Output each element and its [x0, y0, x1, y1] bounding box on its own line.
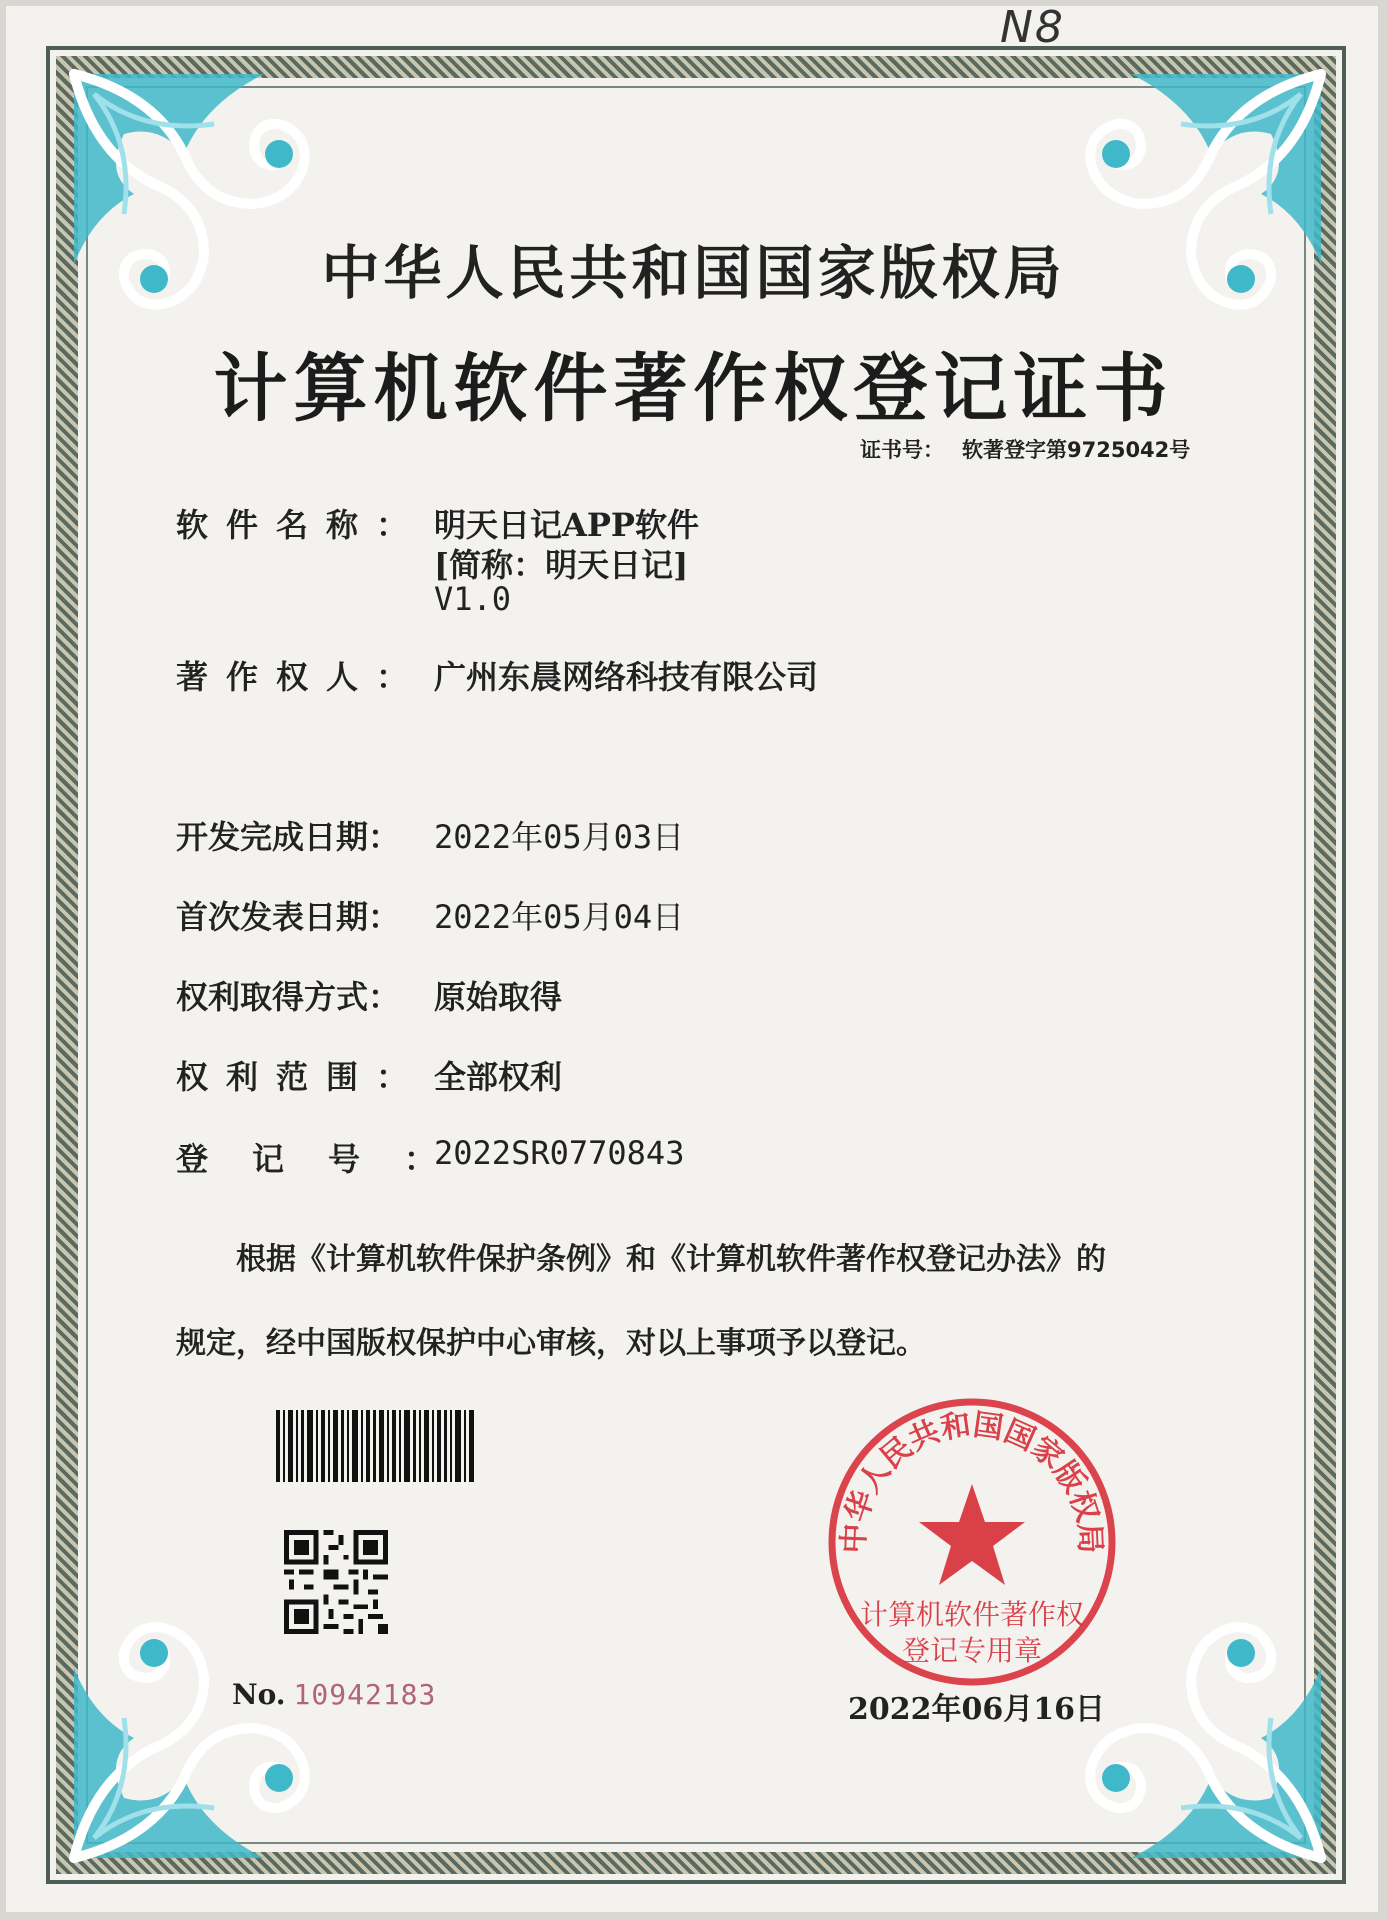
acquire-value: 原始取得	[434, 978, 563, 1016]
field-label: 权利范围：	[176, 1058, 427, 1096]
official-seal	[822, 1392, 1122, 1692]
statement-line1: 根据《计算机软件保护条例》和《计算机软件著作权登记办法》的	[236, 1242, 1106, 1277]
field-label: 软件名称：	[176, 506, 427, 544]
seal-line1: 计算机软件著作权	[859, 1598, 1085, 1631]
seal-ring-text: 中华人民共和国国家版权局	[836, 1407, 1108, 1555]
field-label: 登记号：	[176, 1140, 481, 1178]
dev-date-value: 2022年05月03日	[434, 818, 685, 856]
corner-ornament-top-left	[64, 64, 364, 364]
qr-code	[284, 1530, 388, 1634]
field-label: 权利取得方式：	[176, 978, 401, 1016]
serial-label: No.	[232, 1678, 286, 1711]
certificate-number	[860, 434, 1190, 464]
software-name-line1: 明天日记APP软件	[434, 506, 699, 544]
owner-value: 广州东晨网络科技有限公司	[434, 658, 819, 696]
seal-line2: 登记专用章	[901, 1634, 1043, 1667]
statement-line2: 规定，经中国版权保护中心审核，对以上事项予以登记。	[176, 1326, 926, 1361]
software-name-line2: [简称：明天日记]	[434, 546, 689, 584]
scope-value: 全部权利	[434, 1058, 563, 1096]
issuer-heading: 中华人民共和国国家版权局	[321, 239, 1066, 307]
field-label: 著作权人：	[176, 658, 427, 696]
field-label: 首次发表日期：	[176, 898, 401, 936]
corner-ornament-top-right	[1031, 64, 1331, 364]
issue-date: 2022年06月16日	[848, 1692, 1105, 1727]
serial-value: 10942183	[293, 1678, 437, 1711]
field-label: 开发完成日期：	[176, 818, 401, 856]
serial-number	[232, 1678, 436, 1711]
certificate-number-value: 软著登字第9725042号	[962, 438, 1191, 462]
certificate-title: 计算机软件著作权登记证书	[213, 346, 1174, 432]
pub-date-value: 2022年05月04日	[434, 898, 685, 936]
software-version: V1.0	[434, 580, 512, 618]
reg-no-value: 2022SR0770843	[434, 1134, 685, 1172]
certificate-number-label: 证书号：	[860, 438, 944, 462]
barcode	[276, 1410, 476, 1482]
handwritten-annotation: N8	[1000, 2, 1065, 53]
